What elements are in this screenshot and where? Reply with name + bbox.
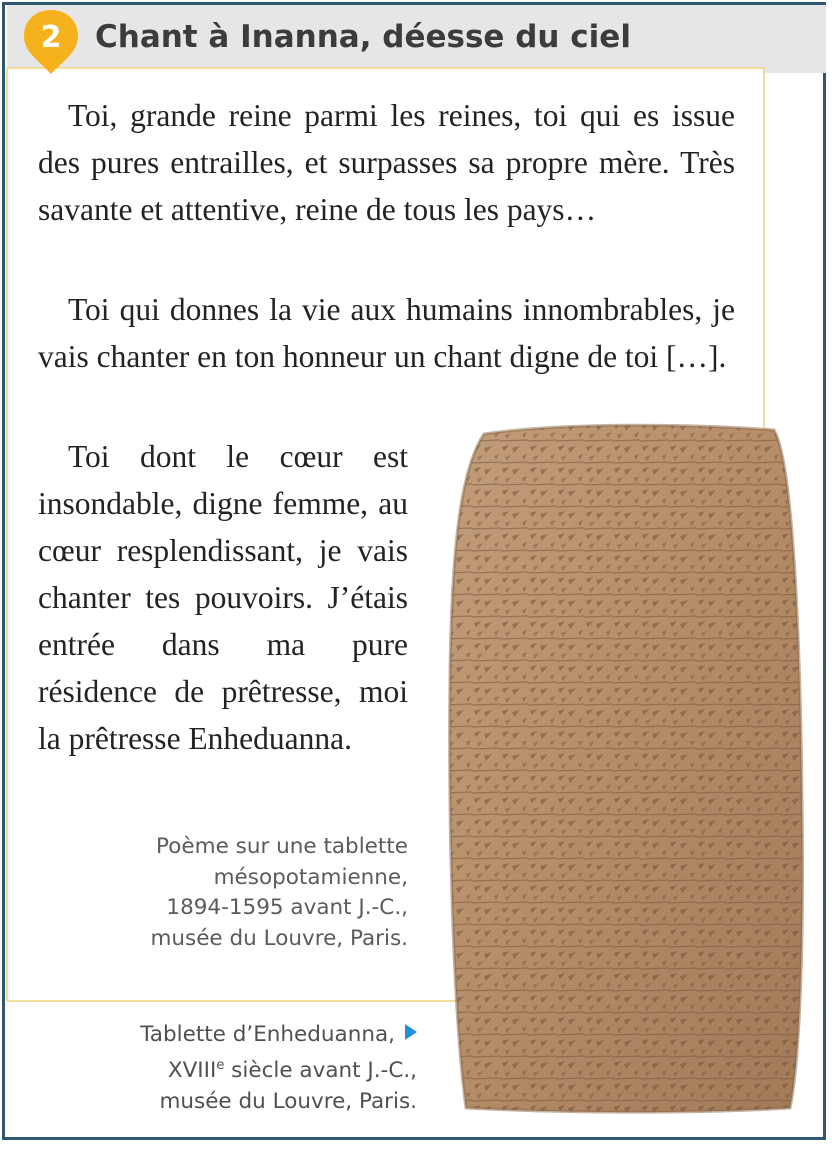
page-title: Chant à Inanna, déesse du ciel (95, 19, 631, 55)
section-badge (20, 8, 82, 76)
clay-tablet-illustration (444, 420, 810, 1115)
caption-line-1 (57, 1019, 417, 1050)
caption-century: XVIII (167, 1058, 217, 1083)
credit-line: musée du Louvre, Paris. (150, 925, 408, 951)
poem-stanza-3: Toi dont le cœur est insondable, digne femme, au cœur resplendissant, je vais chanter tes pouvoirs. J’étais entrée dans ma pure résidence de prêtresse, moi la prêtresse Enheduanna. (38, 439, 408, 756)
caption-text: siècle avant J.-C., (224, 1058, 417, 1083)
caption-superscript: e (216, 1058, 225, 1073)
caption-text: Tablette d’Enheduanna, (140, 1022, 395, 1047)
poem-stanza-2: Toi qui donnes la vie aux humains innombrables, je vais chanter en ton honneur un chant digne de toi […]. (38, 292, 735, 374)
credit-line: Poème sur une tablette (156, 834, 408, 859)
poem-source-credit (88, 832, 408, 954)
poem-stanza-1: Toi, grande reine parmi les reines, toi qui es issue des pures entrailles, et surpasses sa propre mère. Très savante et attentive, reine de tous les pays… (38, 98, 735, 227)
badge-number: 2 (40, 20, 62, 55)
credit-line: mésopotamienne, (213, 864, 408, 890)
caption-line-2 (57, 1050, 417, 1086)
cuneiform-tablet-image (444, 420, 810, 1115)
credit-line: 1894-1595 avant J.-C., (166, 895, 408, 920)
triangle-right-icon (405, 1024, 417, 1040)
caption-line-3: musée du Louvre, Paris. (159, 1089, 417, 1114)
image-caption (57, 1019, 417, 1117)
